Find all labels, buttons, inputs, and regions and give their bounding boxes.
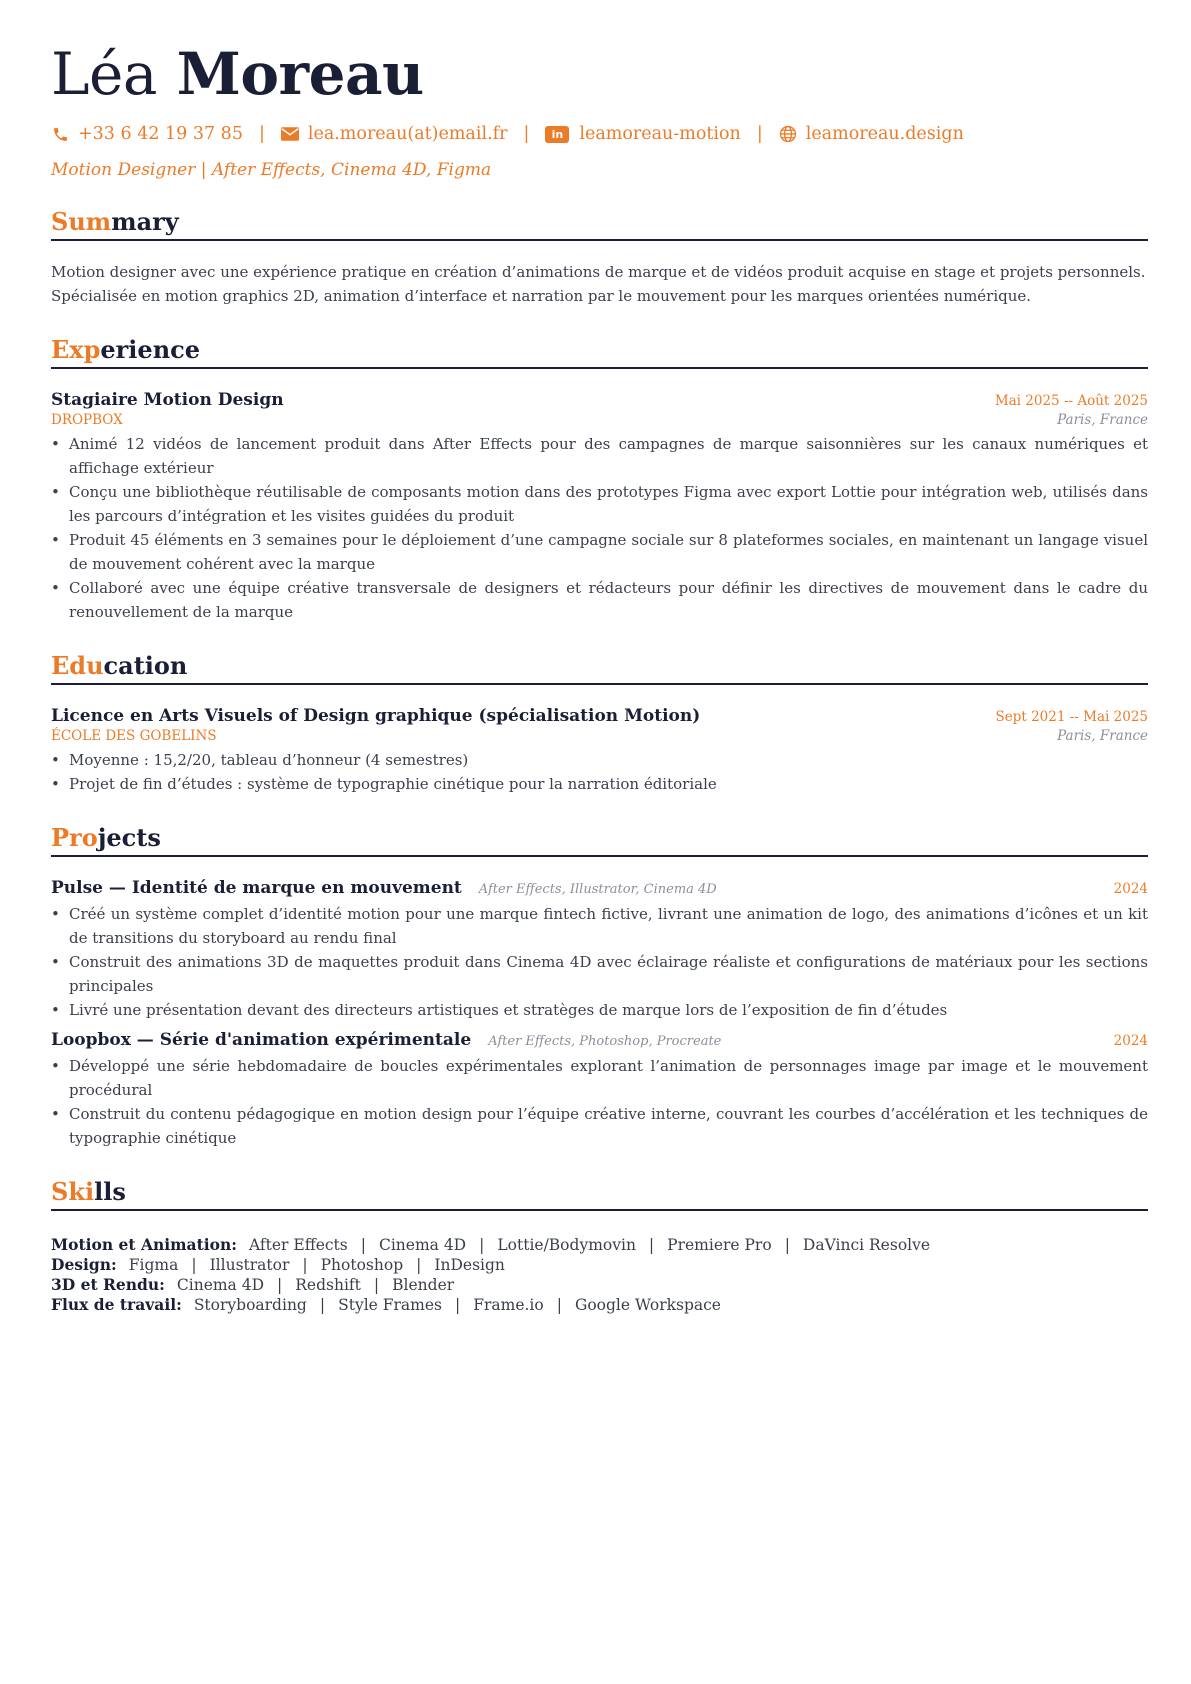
section-title-rest: jects — [97, 823, 161, 852]
first-name: Léa — [51, 40, 157, 108]
section-title-education — [51, 651, 1148, 685]
skill-row — [51, 1255, 1148, 1275]
entry-location: Paris, France — [1057, 728, 1148, 744]
skill-item: Cinema 4D — [176, 1276, 265, 1294]
experience-section — [51, 335, 1148, 624]
contact-separator: | — [258, 124, 265, 144]
entry-date: Mai 2025 -- Août 2025 — [994, 393, 1148, 409]
section-title-projects — [51, 823, 1148, 857]
bullet-item: • Collaboré avec une équipe créative transversale de designers et rédacteurs pour définir les directives de mouvement dans le cadre du renouvellement de la marque — [69, 576, 1148, 624]
experience-entry — [51, 390, 1148, 624]
entry-bullets — [51, 748, 1148, 796]
website-text: leamoreau.design — [805, 124, 964, 144]
bullet-item: • Livré une présentation devant des directeurs artistiques et stratèges de marque lors de l’exposition de fin d’études — [69, 998, 1148, 1022]
entry-title: Stagiaire Motion Design — [51, 390, 284, 410]
tagline: Motion Designer | After Effects, Cinema 4D, Figma — [51, 160, 492, 180]
skill-row — [51, 1295, 1148, 1315]
skill-separator: | — [479, 1236, 485, 1254]
skill-item: DaVinci Resolve — [802, 1236, 931, 1254]
contact-row — [51, 122, 1148, 146]
project-bullets — [51, 1054, 1148, 1150]
skill-item: Cinema 4D — [378, 1236, 467, 1254]
project-entry — [51, 1030, 1148, 1150]
entry-bullets — [51, 432, 1148, 624]
skill-category-label: Design: — [51, 1255, 117, 1274]
skill-item: Illustrator — [209, 1256, 290, 1274]
skill-separator: | — [784, 1236, 790, 1254]
skill-item: Lottie/Bodymovin — [497, 1236, 636, 1254]
bullet-item: • Créé un système complet d’identité motion pour une marque fintech fictive, livrant une animation de logo, des animations d’icônes et un kit de transitions du storyboard au rendu final — [69, 902, 1148, 950]
skill-row — [51, 1235, 1148, 1255]
entry-location: Paris, France — [1057, 412, 1148, 428]
bullet-item: • Développé une série hebdomadaire de boucles expérimentales explorant l’animation de personnages image par image et le mouvement procédural — [69, 1054, 1148, 1102]
section-title-rest: lls — [94, 1177, 126, 1206]
skill-separator: | — [556, 1296, 562, 1314]
bullet-item: • Moyenne : 15,2/20, tableau d’honneur (4 semestres) — [69, 748, 1148, 772]
skill-item: Photoshop — [320, 1256, 404, 1274]
bullet-item: • Produit 45 éléments en 3 semaines pour le déploiement d’une campagne sociale sur 8 plateformes sociales, en maintenant un langage visuel de mouvement cohérent avec la marque — [69, 528, 1148, 576]
projects-section — [51, 823, 1148, 1150]
summary-line: Motion designer avec une expérience pratique en création d’animations de marque et de vidéos produit acquise en stage et projets personnels. — [51, 263, 1146, 281]
skill-category-label: Motion et Animation: — [51, 1235, 237, 1254]
skill-separator: | — [191, 1256, 197, 1274]
education-entry — [51, 706, 1148, 796]
skill-separator: | — [416, 1256, 422, 1274]
bullet-item: • Animé 12 vidéos de lancement produit dans After Effects pour des campagnes de marque saisonnières sur les canaux numériques et affichage extérieur — [69, 432, 1148, 480]
section-title-summary — [51, 207, 1148, 241]
section-title-accent: Edu — [51, 651, 104, 680]
skill-separator: | — [455, 1296, 461, 1314]
bullet-item: • Construit du contenu pédagogique en motion design pour l’équipe créative interne, couvrant les courbes d’accélération et les techniques de typographie cinétique — [69, 1102, 1148, 1150]
skill-item: Style Frames — [338, 1296, 442, 1314]
skill-item: Blender — [392, 1276, 455, 1294]
resume-page — [51, 40, 1148, 1315]
skill-row — [51, 1275, 1148, 1295]
skill-separator: | — [360, 1236, 366, 1254]
contact-separator: | — [756, 124, 763, 144]
skill-item: Google Workspace — [574, 1296, 721, 1314]
entry-organization: DROPBOX — [51, 412, 123, 428]
bullet-item: • Conçu une bibliothèque réutilisable de composants motion dans des prototypes Figma avec export Lottie pour intégration web, utilisés dans les parcours d’intégration et les visites guidées du produit — [69, 480, 1148, 528]
skill-item: InDesign — [434, 1256, 505, 1274]
skill-separator: | — [648, 1236, 655, 1254]
skill-separator: | — [302, 1256, 308, 1274]
bullet-item: • Construit des animations 3D de maquettes produit dans Cinema 4D avec éclairage réaliste et configurations de matériaux pour les sections principales — [69, 950, 1148, 998]
linkedin-icon: in — [545, 126, 569, 143]
project-tech: After Effects, Photoshop, Procreate — [488, 1034, 722, 1049]
contact-phone[interactable] — [51, 124, 243, 144]
skill-item: Frame.io — [473, 1296, 544, 1314]
envelope-icon — [281, 125, 299, 143]
section-title-accent: Sum — [51, 207, 112, 236]
skills-list — [51, 1235, 1148, 1315]
skill-item: Premiere Pro — [667, 1236, 772, 1254]
project-title: Loopbox — Série d'animation expérimentale — [51, 1030, 472, 1050]
project-entry — [51, 878, 1148, 1022]
bullet-item: • Projet de fin d’études : système de typographie cinétique pour la narration éditoriale — [69, 772, 1148, 796]
linkedin-text: leamoreau-motion — [579, 124, 741, 144]
summary-section — [51, 207, 1148, 308]
entry-organization: ÉCOLE DES GOBELINS — [51, 728, 217, 744]
project-date: 2024 — [1113, 881, 1148, 897]
last-name: Moreau — [176, 40, 424, 108]
education-section — [51, 651, 1148, 796]
globe-icon — [779, 125, 797, 143]
project-bullets — [51, 902, 1148, 1022]
skills-section — [51, 1177, 1148, 1315]
contact-linkedin[interactable] — [545, 124, 740, 144]
project-title: Pulse — Identité de marque en mouvement — [51, 878, 462, 898]
section-title-rest: cation — [103, 651, 188, 680]
summary-line: Spécialisée en motion graphics 2D, animation d’interface et narration par le mouvement pour les marques orientées numérique. — [51, 287, 1032, 305]
phone-text: +33 6 42 19 37 85 — [78, 124, 243, 144]
email-text: lea.moreau(at)email.fr — [307, 124, 508, 144]
contact-website[interactable] — [779, 124, 964, 144]
skill-category-label: Flux de travail: — [51, 1295, 182, 1314]
skill-category-label: 3D et Rendu: — [51, 1275, 165, 1294]
skill-separator: | — [277, 1276, 283, 1294]
skill-separator: | — [319, 1296, 326, 1314]
project-date: 2024 — [1113, 1033, 1148, 1049]
section-title-skills — [51, 1177, 1148, 1211]
candidate-name — [51, 40, 1148, 108]
section-title-accent: Ski — [51, 1177, 95, 1206]
section-title-experience — [51, 335, 1148, 369]
skill-separator: | — [373, 1276, 380, 1294]
entry-title: Licence en Arts Visuels of Design graphique (spécialisation Motion) — [51, 706, 701, 726]
skill-item: After Effects — [248, 1236, 348, 1254]
skill-item: Redshift — [295, 1276, 361, 1294]
entry-date: Sept 2021 -- Mai 2025 — [995, 709, 1148, 725]
skill-item: Figma — [128, 1256, 179, 1274]
section-title-rest: erience — [100, 335, 201, 364]
section-title-accent: Pro — [51, 823, 98, 852]
section-title-rest: mary — [111, 207, 179, 236]
skill-item: Storyboarding — [193, 1296, 307, 1314]
summary-text — [51, 260, 1148, 308]
contact-separator: | — [523, 124, 530, 144]
phone-icon — [51, 125, 69, 143]
project-tech: After Effects, Illustrator, Cinema 4D — [478, 882, 717, 897]
contact-email[interactable] — [281, 124, 508, 144]
section-title-accent: Exp — [51, 335, 101, 364]
